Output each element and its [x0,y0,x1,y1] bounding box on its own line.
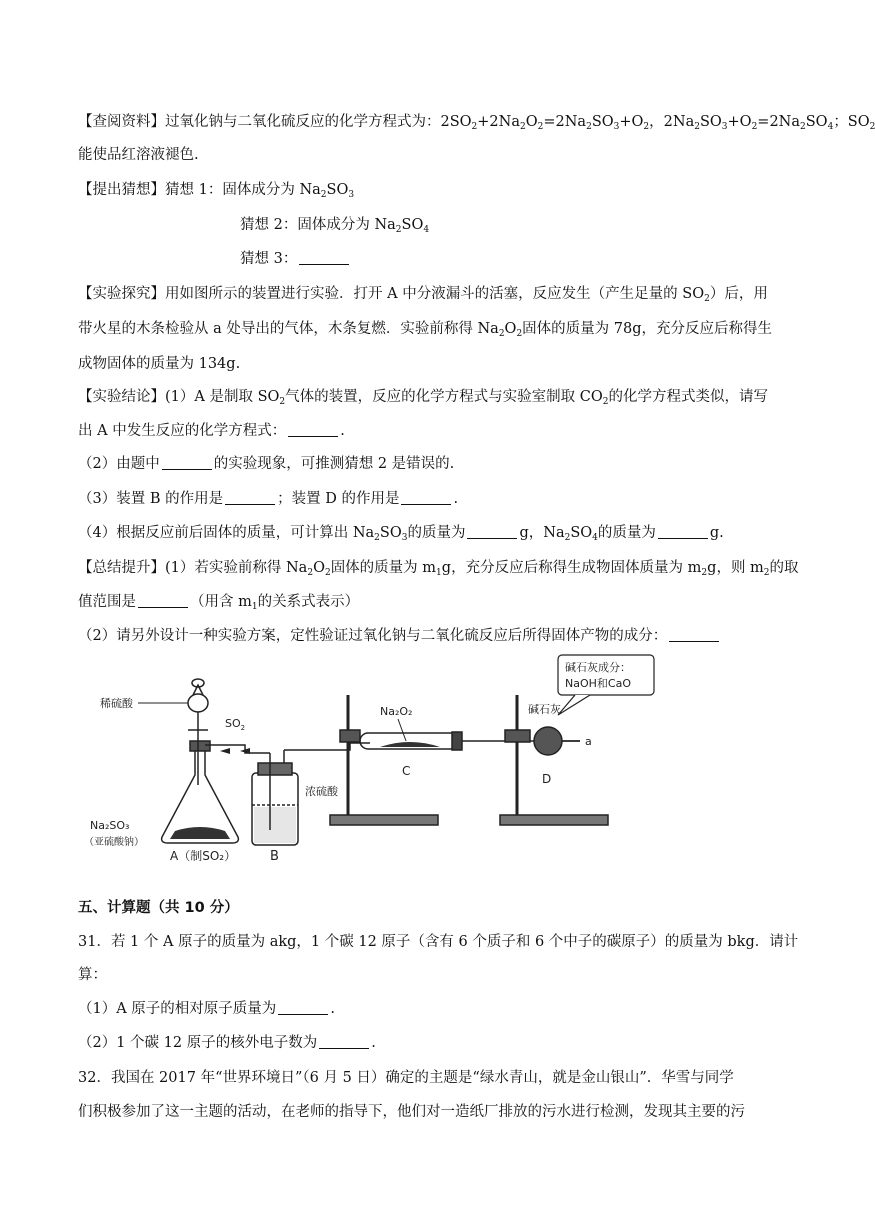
label-soda-lime: 碱石灰 [528,703,561,716]
question-31-part-2: （2）1 个碳 12 原子的核外电子数为 . [78,1035,376,1051]
label-conc-acid: 浓硫酸 [305,785,338,798]
question-32-line-1: 32．我国在 2017 年“世界环境日”（6 月 5 日）确定的主题是“绿水青山，就是金山银山”．华雪与同学 [78,1070,734,1086]
line-hypothesis-2: 猜想 2：固体成分为 $Na_2SO_4$ [240,217,430,235]
stand-c [330,695,505,825]
line-conclusion-3: （3）装置 B 的作用是 ；装置 D 的作用是 . [78,491,459,507]
line-hypothesis-1: 【提出猜想】猜想 1：固体成分为 $Na_2SO_3$ [78,182,355,200]
flask-a [162,679,270,843]
bubble-title: 碱石灰成分： [565,661,631,674]
answer-blank[interactable] [299,250,349,265]
label-d: D [542,772,552,786]
line-conclusion-4: （4）根据反应前后固体的质量，可计算出 $Na_2SO_3$的质量为 g，$Na_2SO_4$的质量为 g. [78,525,724,543]
answer-blank[interactable] [278,1000,328,1015]
line-sulfur-dioxide-property: 能使品红溶液褪色. [78,147,199,163]
question-32-line-2: 们积极参加了这一主题的活动，在老师的指导下，他们对一造纸厂排放的污水进行检测，发现其主要的污 [78,1104,745,1120]
question-31-part-1: （1）A 原子的相对原子质量为 . [78,1001,335,1017]
label-dilute-acid: 稀硫酸 [100,697,133,710]
line-experiment-3: 成物固体的质量为 134g. [78,356,241,372]
line-conclusion-2: （2）由题中 的实验现象，可推测猜想 2 是错误的. [78,456,455,472]
answer-blank[interactable] [669,627,719,642]
question-31-line-1: 31．若 1 个 A 原子的质量为 akg，1 个碳 12 原子（含有 6 个质子和 6 个中子的碳原子）的质量为 bkg．请计 [78,934,799,950]
bubble-body: NaOH和CaO [565,677,631,690]
label-na2o2: Na₂O₂ [380,705,413,718]
label-c: C [402,764,411,778]
answer-blank[interactable] [467,524,517,539]
line-experiment-2: 带火星的木条检验从 a 处导出的气体，木条复燃．实验前称得 $Na_2O_2$固体的质量为 78g，充分反应后称得生 [78,321,773,339]
line-summary-1: 【总结提升】(1）若实验前称得 $Na_2O_2$固体的质量为 $m_1g$，充分反应后称得生成物固体质量为 $m_2g$，则 $m_2$的取 [78,560,799,578]
answer-blank[interactable] [401,490,451,505]
answer-blank[interactable] [138,593,188,608]
answer-blank[interactable] [658,524,708,539]
apparatus-diagram [80,655,700,865]
label-so2: $SO_2$ [225,717,246,732]
answer-blank[interactable] [319,1034,369,1049]
line-reference-info: 【查阅资料】过氧化钠与二氧化硫反应的化学方程式为：$2SO_2+2Na_2O_2=2Na_2SO_3+O_2$，$2Na_2SO_3+O_2=2Na_2SO_4$；$SO_2$ [78,114,875,132]
line-summary-1b: 值范围是 （用含 $m_1$的关系式表示） [78,594,360,612]
answer-blank[interactable] [225,490,275,505]
label-na2so3-name: （亚硫酸钠） [84,837,144,848]
answer-blank[interactable] [288,422,338,437]
answer-blank[interactable] [162,455,212,470]
label-a: A（制SO₂） [170,849,237,863]
line-conclusion-1: 【实验结论】(1）A 是制取 $SO_2$气体的装置，反应的化学方程式与实验室制取 $CO_2$的化学方程式类似，请写 [78,389,768,407]
line-conclusion-1b: 出 A 中发生反应的化学方程式： . [78,423,345,439]
line-experiment-1: 【实验探究】用如图所示的装置进行实验．打开 A 中分液漏斗的活塞，反应发生（产生足量的 $SO_2$）后，用 [78,286,768,304]
label-b: B [270,849,279,864]
label-na2so3: Na₂SO₃ [90,819,130,832]
line-summary-2: （2）请另外设计一种实验方案，定性验证过氧化钠与二氧化硫反应后所得固体产物的成分： [78,626,721,646]
question-31-line-2: 算： [78,967,107,983]
line-hypothesis-3: 猜想 3： [240,249,351,269]
label-outlet-a: a [585,735,592,748]
section-heading-calculation: 五、计算题（共 10 分） [78,900,239,916]
